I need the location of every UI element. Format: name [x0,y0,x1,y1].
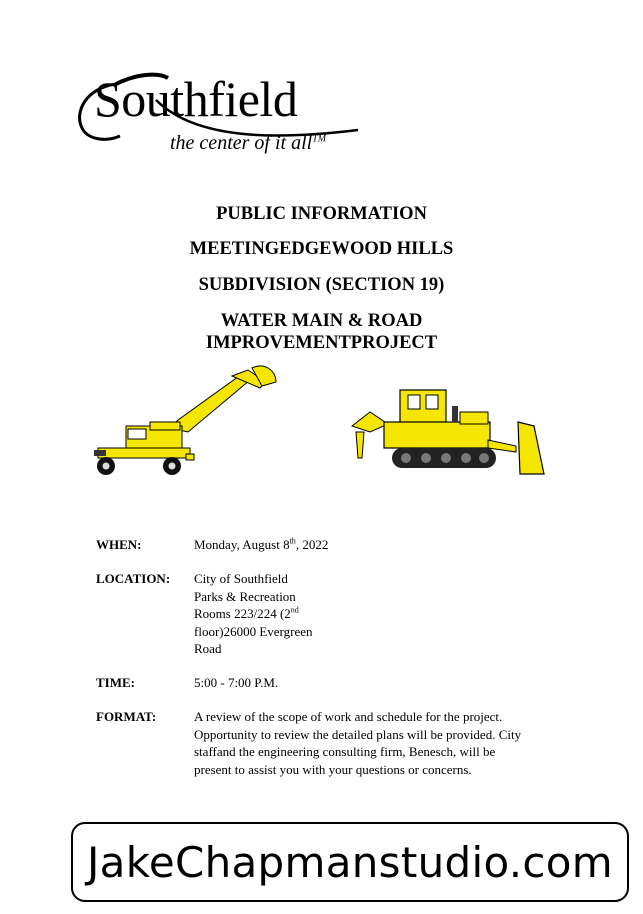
format-value: A review of the scope of work and schedule for the project. Opportunity to review the detailed plans will be provided. City staffand the engineering consulting firm, Benesch, will be present to assist you with your questions or concerns. [194,709,522,777]
location-label: LOCATION: [96,571,171,586]
format-label: FORMAT: [96,709,157,724]
logo-tagline: the center of it all™ [170,132,327,154]
southfield-logo [76,70,366,160]
title-line-3: SUBDIVISION (SECTION 19) [198,275,445,295]
logo-wordmark: Southfield [94,71,298,127]
watermark-text: JakeChapmanstudio.com [86,837,613,887]
location-value: City of Southfield Parks & Recreation Rooms 223/224 (2nd floor)26000 Evergreen Road [194,571,313,656]
title-line-1: PUBLIC INFORMATION [216,204,427,224]
time-value: 5:00 - 7:00 P.M. [194,675,279,690]
watermark-banner [71,822,629,902]
title-line-2: MEETINGEDGEWOOD HILLS [189,239,454,259]
title-line-4: WATER MAIN & ROAD IMPROVEMENTPROJECT [205,311,438,353]
when-label: WHEN: [96,537,142,552]
time-label: TIME: [96,675,135,690]
excavator-icon [92,362,282,485]
bulldozer-icon [348,382,550,485]
when-value: Monday, August 8th, 2022 [194,536,329,552]
